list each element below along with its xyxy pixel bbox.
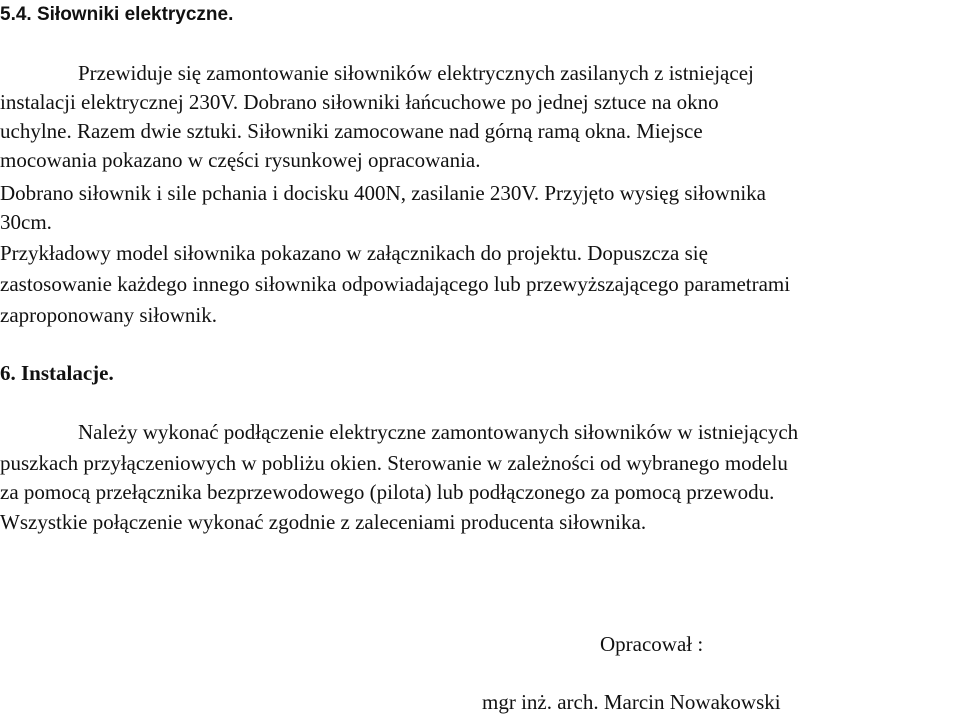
signature-label: Opracował :	[600, 632, 704, 656]
paragraph-line: Wszystkie połączenie wykonać zgodnie z zaleceniami producenta siłownika.	[0, 510, 647, 534]
paragraph-line: Należy wykonać podłączenie elektryczne zamontowanych siłowników w istniejących	[78, 420, 799, 444]
paragraph-line: za pomocą przełącznika bezprzewodowego (pilota) lub podłączonego za pomocą przewodu.	[0, 480, 775, 504]
paragraph-line: uchylne. Razem dwie sztuki. Siłowniki zamocowane nad górną ramą okna. Miejsce	[0, 119, 703, 143]
section-6-heading: 6. Instalacje.	[0, 361, 114, 385]
paragraph-line: instalacji elektrycznej 230V. Dobrano siłowniki łańcuchowe po jednej sztuce na okno	[0, 90, 719, 114]
section-5-4-heading: 5.4. Siłowniki elektryczne.	[0, 4, 234, 25]
paragraph-line: Dobrano siłownik i sile pchania i docisku 400N, zasilanie 230V. Przyjęto wysięg siłownika	[0, 181, 766, 205]
paragraph-line: Przykładowy model siłownika pokazano w załącznikach do projektu. Dopuszcza się	[0, 241, 708, 265]
signature-name: mgr inż. arch. Marcin Nowakowski	[482, 690, 781, 714]
paragraph-line: zaproponowany siłownik.	[0, 303, 217, 327]
paragraph-line: Przewiduje się zamontowanie siłowników elektrycznych zasilanych z istniejącej	[78, 61, 754, 85]
paragraph-line: zastosowanie każdego innego siłownika odpowiadającego lub przewyższającego parametrami	[0, 272, 791, 296]
paragraph-line: 30cm.	[0, 210, 52, 234]
paragraph-line: mocowania pokazano w części rysunkowej opracowania.	[0, 148, 481, 172]
paragraph-line: puszkach przyłączeniowych w pobliżu okien. Sterowanie w zależności od wybranego modelu	[0, 451, 788, 475]
